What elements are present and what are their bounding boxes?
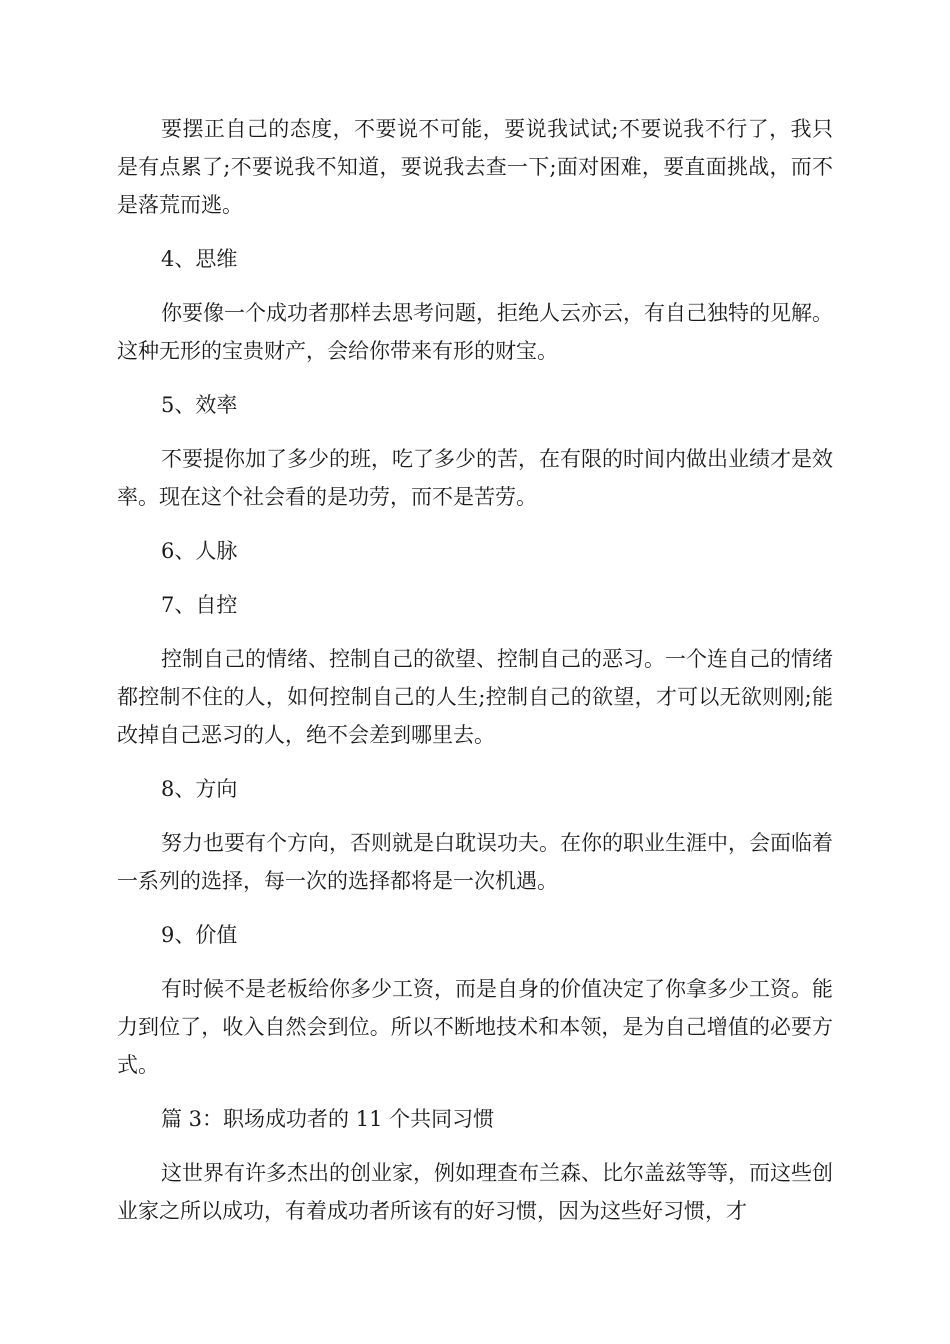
heading-self-control: 7、自控 xyxy=(161,593,238,617)
heading-efficiency: 5、效率 xyxy=(161,393,238,417)
section-title-habits: 篇 3：职场成功者的 11 个共同习惯 xyxy=(161,1107,495,1131)
heading-direction: 8、方向 xyxy=(161,777,238,801)
paragraph-thinking: 你要像一个成功者那样去思考问题，拒绝人云亦云，有自己独特的见解。这种无形的宝贵财产，会给你带来有形的财宝。 xyxy=(117,301,833,363)
paragraph-entrepreneurs: 这世界有许多杰出的创业家，例如理查布兰森、比尔盖兹等等，而这些创业家之所以成功，有着成功者所该有的好习惯，因为这些好习惯，才 xyxy=(117,1161,833,1223)
heading-network: 6、人脉 xyxy=(161,539,238,563)
paragraph-efficiency: 不要提你加了多少的班，吃了多少的苦，在有限的时间内做出业绩才是效率。现在这个社会看的是功劳，而不是苦劳。 xyxy=(117,447,833,509)
paragraph-attitude: 要摆正自己的态度，不要说不可能，要说我试试;不要说我不行了，我只是有点累了;不要说我不知道，要说我去查一下;面对困难，要直面挑战，而不是落荒而逃。 xyxy=(117,117,833,217)
paragraph-direction: 努力也要有个方向，否则就是白耽误功夫。在你的职业生涯中，会面临着一系列的选择，每一次的选择都将是一次机遇。 xyxy=(117,831,833,893)
heading-thinking: 4、思维 xyxy=(161,247,238,271)
heading-value: 9、价值 xyxy=(161,923,238,947)
paragraph-value: 有时候不是老板给你多少工资，而是自身的价值决定了你拿多少工资。能力到位了，收入自然会到位。所以不断地技术和本领，是为自己增值的必要方式。 xyxy=(117,977,833,1077)
document-page xyxy=(117,110,833,1246)
paragraph-self-control: 控制自己的情绪、控制自己的欲望、控制自己的恶习。一个连自己的情绪都控制不住的人，如何控制自己的人生;控制自己的欲望，才可以无欲则刚;能改掉自己恶习的人，绝不会差到哪里去。 xyxy=(117,647,833,747)
